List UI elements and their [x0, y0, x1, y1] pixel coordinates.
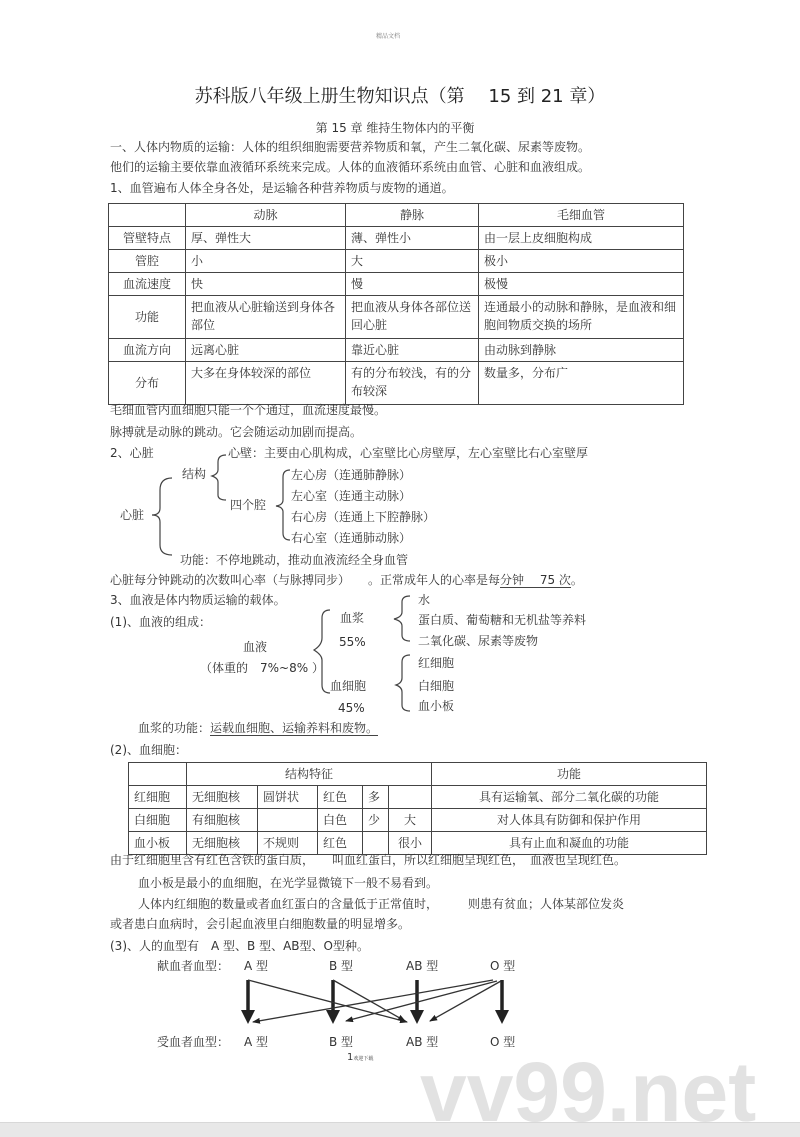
page-number: 1: [347, 1052, 354, 1063]
cell: 极小: [479, 250, 684, 273]
row-label: 管腔: [109, 250, 186, 273]
cell: 有的分布较浅，有的分布较深: [346, 362, 479, 405]
cell: 厚、弹性大: [186, 227, 346, 250]
note-line: 人体内红细胞的数量或者血红蛋白的含量低于正常值时， 则患有贫血；人体某部位发炎: [138, 897, 625, 911]
page-number-footer: [347, 1050, 373, 1067]
cell: 红色: [318, 786, 363, 809]
donor-type: A 型: [244, 959, 269, 973]
footer-note: 欢迎下载: [353, 1056, 374, 1062]
cell: 小: [186, 250, 346, 273]
heart-wall: 心壁：主要由心肌构成，心室壁比心房壁厚，左心室壁比右心室壁厚: [228, 446, 589, 460]
cell: 无细胞核: [187, 832, 258, 855]
recipient-type: O 型: [490, 1035, 516, 1049]
recipient-type: A 型: [244, 1035, 269, 1049]
row-label: 分布: [109, 362, 186, 405]
header-cell: 功能: [432, 763, 707, 786]
chamber-item: 右心房（连通上下腔静脉）: [291, 510, 436, 524]
page-header: 精品文档: [376, 33, 401, 40]
donor-type: AB 型: [406, 959, 439, 973]
row-label: 管壁特点: [109, 227, 186, 250]
note-line: (3)、人的血型有 A 型、B 型、AB型、O型种。: [110, 939, 369, 953]
donor-label: 献血者血型：: [157, 959, 230, 973]
cell: 薄、弹性小: [346, 227, 479, 250]
page-title: 苏科版八年级上册生物知识点（第 15 到 21 章）: [194, 86, 606, 107]
header-cell: 动脉: [186, 204, 346, 227]
cell: 极慢: [479, 273, 684, 296]
recipient-type: B 型: [329, 1035, 354, 1049]
blood-root: 血液: [243, 640, 268, 654]
cell: 少: [363, 809, 389, 832]
cells-label: 血细胞: [330, 679, 367, 693]
header-cell: 结构特征: [187, 763, 432, 786]
heart-function: 功能：不停地跳动，推动血液流经全身血管: [180, 553, 409, 567]
note-line: 由于红细胞里含有红色含铁的蛋白质， 叫血红蛋白，所以红细胞呈现红色， 血液也呈现红色。: [110, 853, 627, 867]
intro-line: 他们的运输主要依靠血液循环系统来完成。人体的血液循环系统由血管、心脏和血液组成。: [110, 160, 591, 174]
cell: 快: [186, 273, 346, 296]
note-line: 脉搏就是动脉的跳动。它会随运动加剧而提高。: [110, 425, 363, 439]
cell: 白细胞: [129, 809, 187, 832]
blood-sub2: (2)、血细胞：: [110, 743, 187, 757]
cell: 多: [363, 786, 389, 809]
heart-rate-text: 心脏每分钟跳动的次数叫心率（与脉搏同步） 。正常成年人的心率是每: [110, 573, 501, 587]
donor-type: B 型: [329, 959, 354, 973]
cell: 靠近心脏: [346, 339, 479, 362]
recipient-label: 受血者血型：: [157, 1035, 230, 1049]
arrow-o-to-ab: [430, 981, 501, 1021]
chamber-item: 右心室（连通肺动脉）: [291, 531, 412, 545]
chamber-item: 左心室（连通主动脉）: [291, 489, 412, 503]
plasma-item: 水: [418, 593, 431, 607]
cell: 慢: [346, 273, 479, 296]
watermark: vv99.net: [420, 1045, 757, 1137]
cell-item: 血小板: [418, 699, 455, 713]
cell: 具有运输氧、部分二氧化碳的功能: [432, 786, 707, 809]
cell: 很小: [389, 832, 432, 855]
plasma-function-text: 运载血细胞、运输养料和废物。: [210, 721, 379, 735]
heart-structure: 结构: [182, 467, 207, 481]
cell: 远离心脏: [186, 339, 346, 362]
cells-pct: 45%: [338, 701, 365, 715]
cell: 红细胞: [129, 786, 187, 809]
intro-line: 一、人体内物质的运输：人体的组织细胞需要营养物质和氧，产生二氧化碳、尿素等废物。: [110, 140, 591, 154]
row-label: 功能: [109, 296, 186, 339]
blood-root-pct: （体重的 7%~8% ）: [200, 661, 324, 675]
plasma-item: 蛋白质、葡萄糖和无机盐等养料: [418, 613, 587, 627]
plasma-function-label: 血浆的功能：: [138, 721, 211, 735]
note-line: 毛细血管内血细胞只能一个个通过，血流速度最慢。: [110, 403, 387, 417]
cell-item: 白细胞: [418, 679, 455, 693]
cell: 由一层上皮细胞构成: [479, 227, 684, 250]
cell: 对人体具有防御和保护作用: [432, 809, 707, 832]
plasma-pct: 55%: [339, 635, 366, 649]
cell: 红色: [318, 832, 363, 855]
arrow-o-to-a: [253, 980, 493, 1022]
header-cell: 静脉: [346, 204, 479, 227]
cell: 无细胞核: [187, 786, 258, 809]
arrow-a-to-ab: [248, 980, 407, 1022]
cell: 把血液从身体各部位送回心脏: [346, 296, 479, 339]
header-cell: 毛细血管: [479, 204, 684, 227]
cell: 大: [389, 809, 432, 832]
cell: 不规则: [258, 832, 318, 855]
row-label: 血流速度: [109, 273, 186, 296]
cell: 数量多，分布广: [479, 362, 684, 405]
heart-rate-value: 分钟 75 次: [500, 573, 571, 587]
heart-chambers-label: 四个腔: [230, 498, 267, 512]
plasma-label: 血浆: [340, 611, 365, 625]
cell: 大: [346, 250, 479, 273]
cell: 有细胞核: [187, 809, 258, 832]
cell: 白色: [318, 809, 363, 832]
cell: 连通最小的动脉和静脉，是血液和细胞间物质交换的场所: [479, 296, 684, 339]
blood-heading: 3、血液是体内物质运输的载体。: [110, 593, 286, 607]
note-line: 或者患白血病时，会引起血液里白细胞数量的明显增多。: [110, 917, 411, 931]
cell: 大多在身体较深的部位: [186, 362, 346, 405]
plasma-item: 二氧化碳、尿素等废物: [418, 634, 539, 648]
note-line: 血小板是最小的血细胞，在光学显微镜下一般不易看到。: [138, 876, 439, 890]
chapter-heading: 第 15 章 维持生物体内的平衡: [315, 121, 475, 135]
cell: 血小板: [129, 832, 187, 855]
cell: 由动脉到静脉: [479, 339, 684, 362]
recipient-type: AB 型: [406, 1035, 439, 1049]
heart-heading: 2、心脏: [110, 446, 154, 460]
row-label: 血流方向: [109, 339, 186, 362]
intro-line: 1、血管遍布人体全身各处，是运输各种营养物质与废物的通道。: [110, 181, 454, 195]
cell: 具有止血和凝血的功能: [432, 832, 707, 855]
cell: 把血液从心脏输送到身体各部位: [186, 296, 346, 339]
heart-root: 心脏: [120, 508, 145, 522]
chamber-item: 左心房（连通肺静脉）: [291, 468, 412, 482]
blood-sub1: (1)、血液的组成：: [110, 615, 211, 629]
heart-rate-end: 。: [570, 573, 583, 587]
donor-type: O 型: [490, 959, 516, 973]
cell: 圆饼状: [258, 786, 318, 809]
cell-item: 红细胞: [418, 656, 455, 670]
